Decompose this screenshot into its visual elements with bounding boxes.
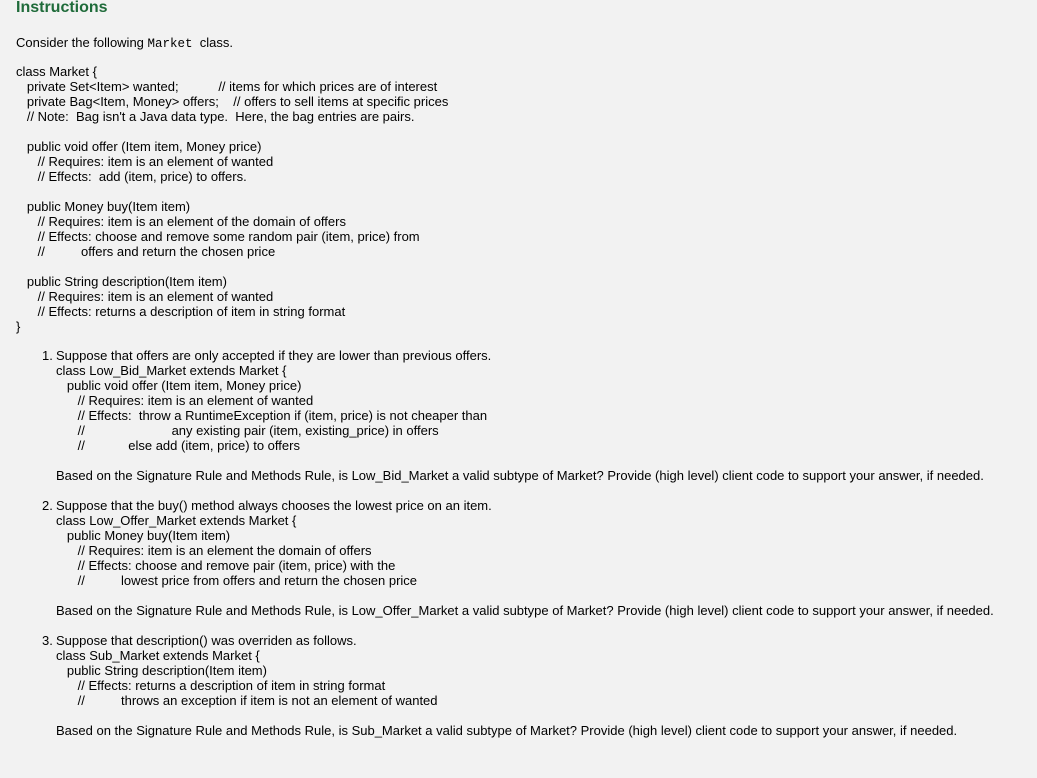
code-line: // Effects: throw a RuntimeException if (item, price) is not cheaper than [56, 408, 488, 423]
code-line: // else add (item, price) to offers [56, 438, 300, 453]
intro-before: Consider the following [16, 35, 148, 50]
code-line: class Market { [16, 64, 97, 79]
code-line: class Low_Offer_Market extends Market { [56, 513, 297, 528]
intro-code: Market [147, 37, 193, 51]
question-number: 2. [42, 498, 53, 513]
code-line: // any existing pair (item, existing_price) in offers [56, 423, 439, 438]
code-line: public String description(Item item) [56, 663, 267, 678]
intro-text [16, 35, 233, 52]
question-prompt: Based on the Signature Rule and Methods Rule, is Sub_Market a valid subtype of Market? Provide (high level) client code to support your answer, if needed. [56, 723, 958, 738]
code-line: // offers and return the chosen price [16, 244, 276, 259]
code-line: class Sub_Market extends Market { [56, 648, 260, 663]
code-line: // Effects: returns a description of item in string format [16, 304, 346, 319]
code-line: class Low_Bid_Market extends Market { [56, 363, 287, 378]
code-line: public void offer (Item item, Money price) [16, 139, 262, 154]
code-line: // lowest price from offers and return the chosen price [56, 573, 418, 588]
code-line: // Requires: item is an element of wanted [56, 393, 314, 408]
question-number: 1. [42, 348, 53, 363]
code-line: // Effects: choose and remove some random pair (item, price) from [16, 229, 420, 244]
code-line: private Bag<Item, Money> offers; // offers to sell items at specific prices [16, 94, 449, 109]
code-line: // Effects: returns a description of item in string format [56, 678, 386, 693]
question-number: 3. [42, 633, 53, 648]
intro-after: class. [192, 35, 234, 50]
question-prompt: Based on the Signature Rule and Methods Rule, is Low_Offer_Market a valid subtype of Market? Provide (high level) client code to support your answer, if needed. [56, 603, 994, 618]
code-line: // Requires: item is an element of the domain of offers [16, 214, 346, 229]
code-line: public void offer (Item item, Money price) [56, 378, 302, 393]
question-text: Suppose that the buy() method always chooses the lowest price on an item. [56, 498, 492, 513]
question-prompt: Based on the Signature Rule and Methods Rule, is Low_Bid_Market a valid subtype of Market? Provide (high level) client code to support your answer, if needed. [56, 468, 984, 483]
code-line: // Note: Bag isn't a Java data type. Here, the bag entries are pairs. [16, 109, 415, 124]
code-line: public Money buy(Item item) [56, 528, 231, 543]
code-line: private Set<Item> wanted; // items for which prices are of interest [16, 79, 438, 94]
code-line: // Requires: item is an element of wanted [16, 289, 274, 304]
page-title: Instructions [16, 0, 108, 16]
code-line: // throws an exception if item is not an element of wanted [56, 693, 438, 708]
code-line: public String description(Item item) [16, 274, 227, 289]
question-text: Suppose that description() was overriden as follows. [56, 633, 357, 648]
code-line: public Money buy(Item item) [16, 199, 191, 214]
code-line: // Requires: item is an element the domain of offers [56, 543, 372, 558]
code-line: // Effects: add (item, price) to offers. [16, 169, 247, 184]
code-line: } [16, 319, 21, 334]
code-line: // Requires: item is an element of wanted [16, 154, 274, 169]
code-line: // Effects: choose and remove pair (item, price) with the [56, 558, 396, 573]
question-text: Suppose that offers are only accepted if they are lower than previous offers. [56, 348, 492, 363]
